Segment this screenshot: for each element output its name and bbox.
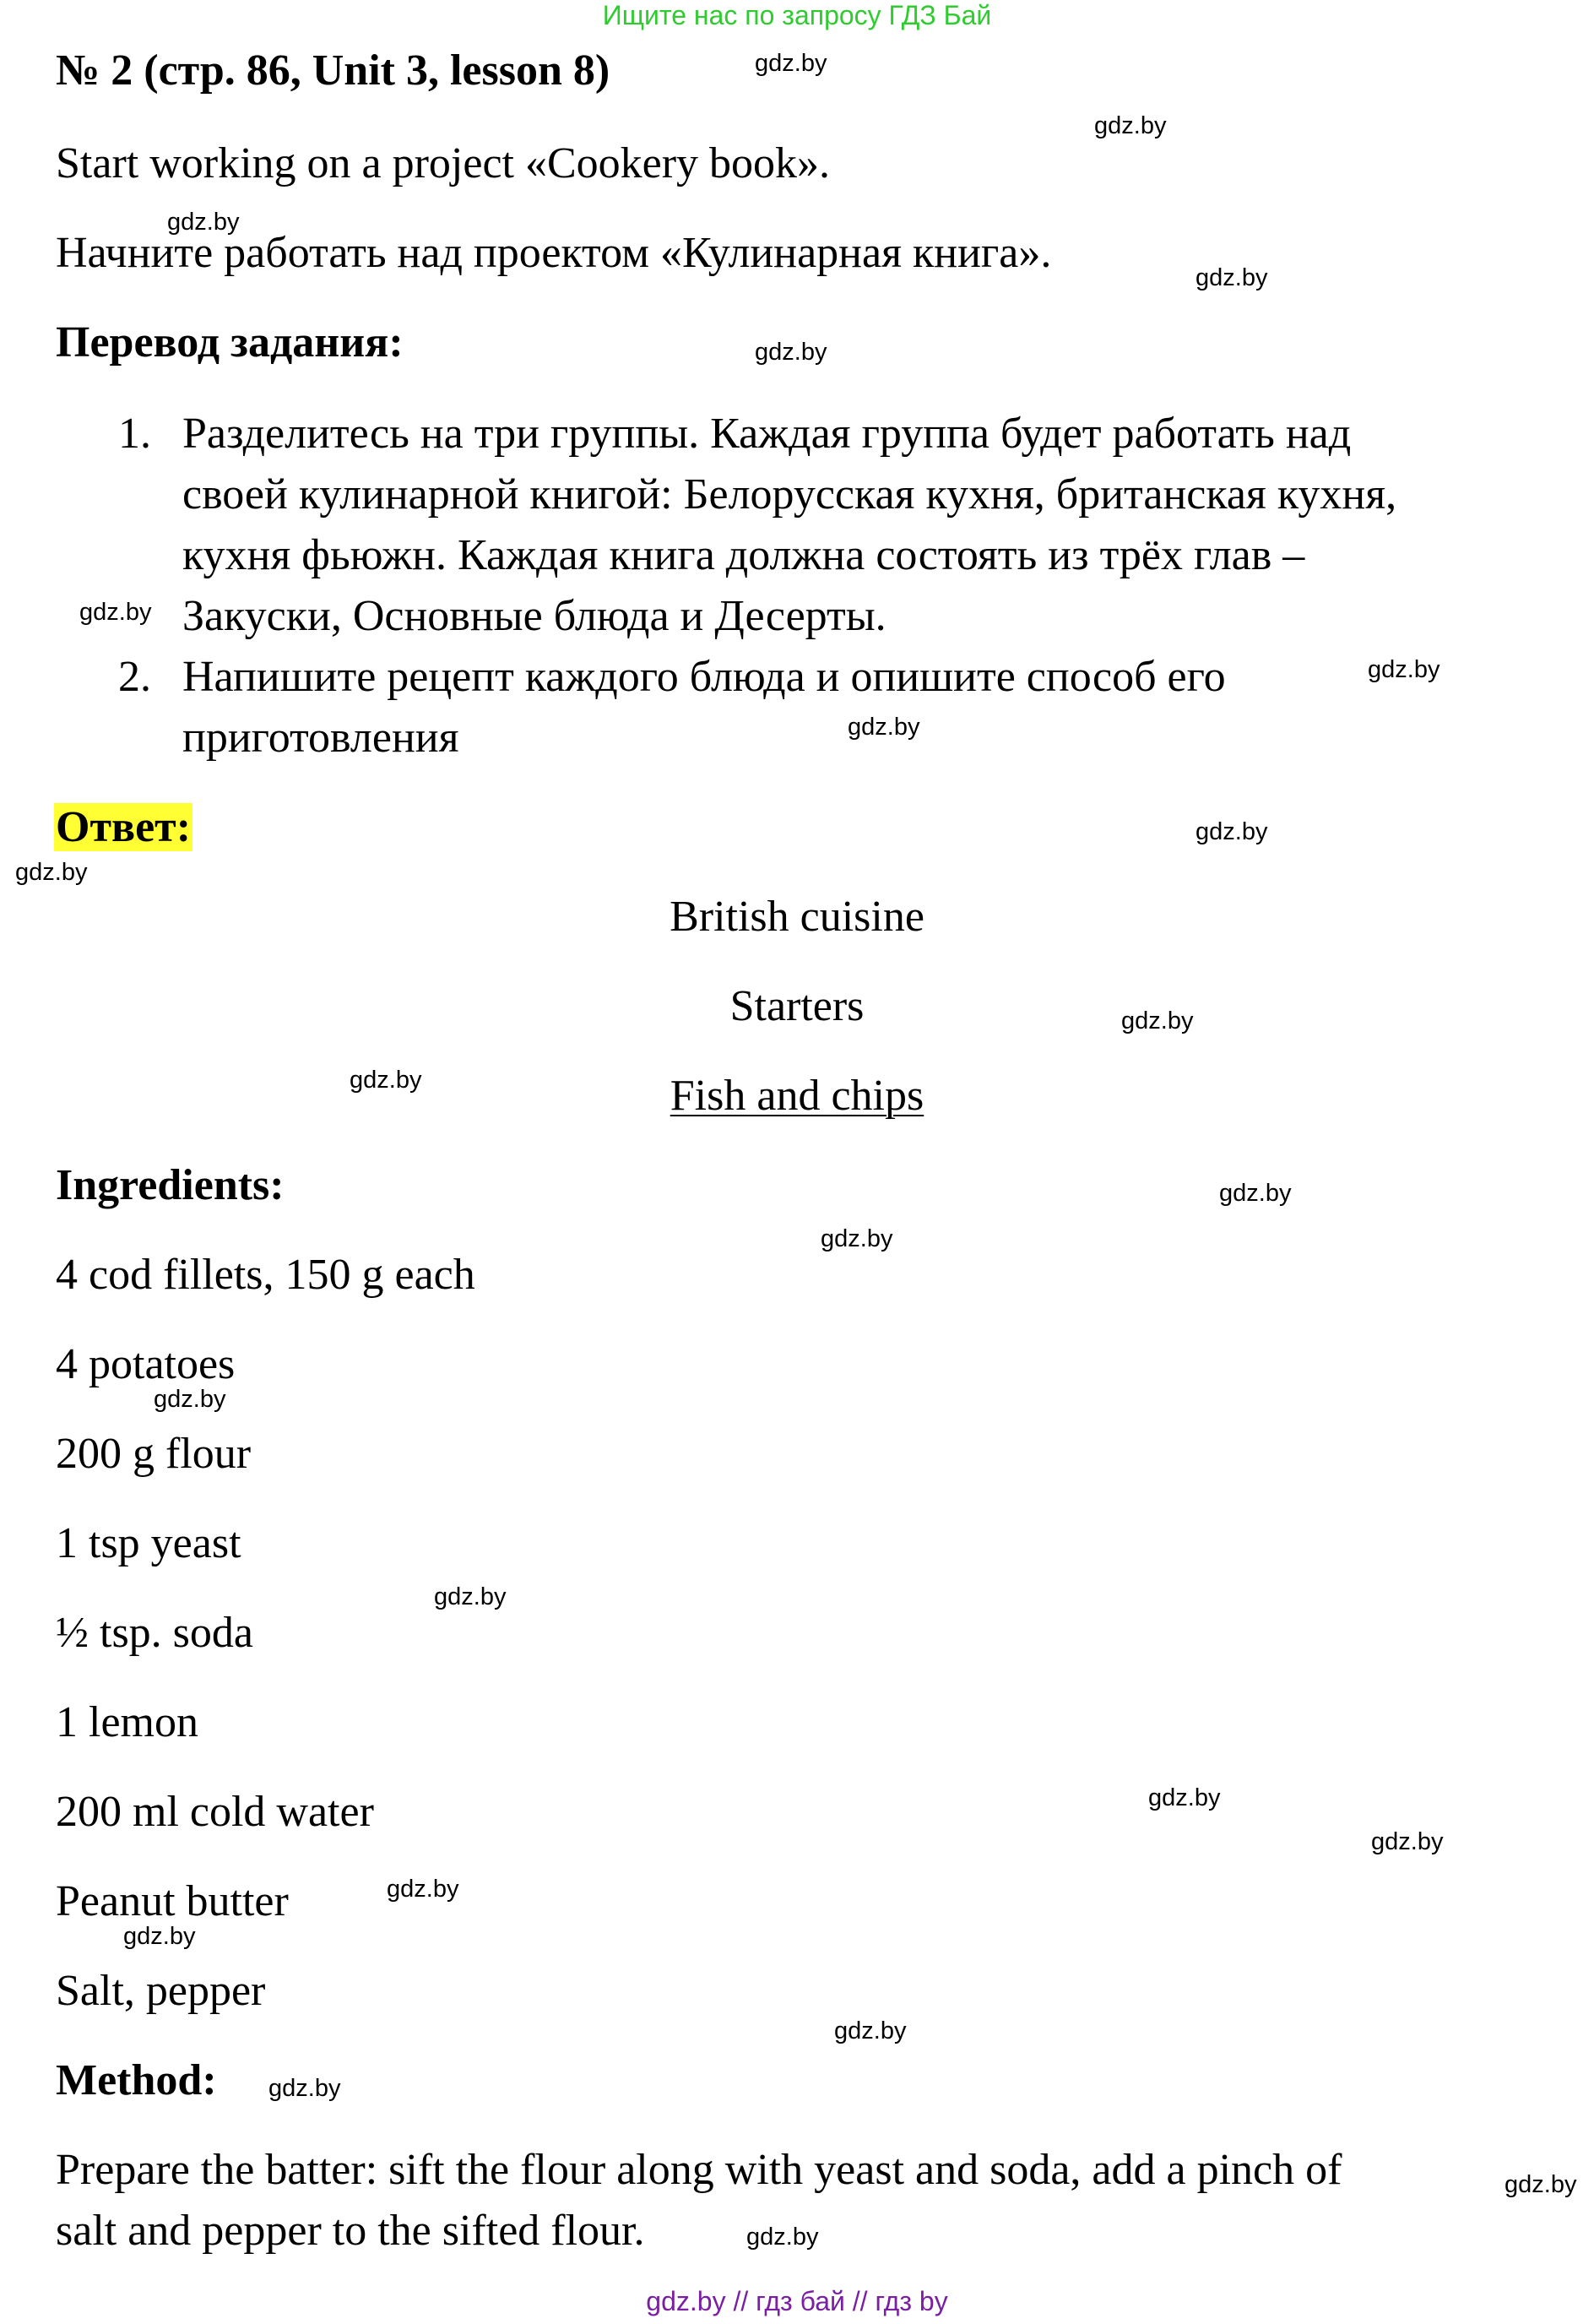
list-item-line: Напишите рецепт каждого блюда и опишите способ его [182,653,1226,701]
answer-highlight: Ответ: [56,803,192,851]
watermark: gdz.by [268,2075,341,2102]
cuisine-title-text: British cuisine [670,893,924,941]
top-banner-link[interactable]: Ищите нас по запросу ГДЗ Бай [602,0,992,30]
watermark: gdz.by [1505,2171,1577,2198]
ingredient-item: 200 ml cold water [56,1788,374,1836]
answer-label [54,802,192,853]
ingredient-item: 1 tsp yeast [56,1519,241,1567]
watermark: gdz.by [167,209,240,236]
ingredient-item: Peanut butter [56,1877,289,1925]
list-item-number: 2. [118,653,151,701]
ingredients-heading: Ingredients: [56,1161,285,1209]
list-item-line: приготовления [182,714,459,762]
watermark: gdz.by [1219,1180,1292,1207]
method-line: Prepare the batter: sift the flour along with yeast and soda, add a pinch of [56,2146,1342,2194]
chapter-title [0,981,1594,1032]
list-item-line: кухня фьюжн. Каждая книга должна состоять из трёх глав – [182,531,1305,579]
watermark: gdz.by [1196,818,1268,845]
watermark: gdz.by [821,1225,893,1252]
watermark: gdz.by [387,1876,459,1903]
watermark: gdz.by [834,2017,907,2044]
ingredient-item: Salt, pepper [56,1967,266,2015]
method-heading: Method: [56,2056,217,2104]
watermark: gdz.by [1094,112,1167,139]
dish-title [0,1071,1594,1121]
watermark: gdz.by [79,599,152,626]
exercise-header: № 2 (стр. 86, Unit 3, lesson 8) [56,46,610,95]
cuisine-title [0,892,1594,942]
watermark: gdz.by [1368,656,1440,683]
list-item-line: Закуски, Основные блюда и Десерты. [182,592,886,640]
watermark: gdz.by [755,339,827,366]
watermark: gdz.by [1121,1007,1194,1034]
watermark: gdz.by [1196,264,1268,291]
list-item-line: своей кулинарной книгой: Белорусская кухня, британская кухня, [182,470,1397,519]
ingredient-item: 4 cod fillets, 150 g each [56,1251,475,1299]
watermark: gdz.by [15,859,88,886]
method-line: salt and pepper to the sifted flour. [56,2207,645,2255]
watermark: gdz.by [1371,1828,1444,1855]
watermark: gdz.by [1148,1784,1221,1811]
ingredient-item: 1 lemon [56,1698,198,1746]
task-english: Start working on a project «Cookery book». [56,139,831,187]
watermark: gdz.by [123,1923,196,1950]
list-item-line: Разделитесь на три группы. Каждая группа будет работать над [182,410,1352,458]
ingredient-item: ½ tsp. soda [56,1609,253,1657]
watermark: gdz.by [434,1583,507,1610]
chapter-title-text: Starters [729,982,865,1030]
watermark: gdz.by [154,1386,226,1413]
bottom-banner-link[interactable]: gdz.by // гдз бай // гдз by [646,2286,948,2316]
ingredient-item: 200 g flour [56,1430,252,1478]
watermark: gdz.by [350,1067,422,1094]
watermark: gdz.by [746,2224,819,2251]
task-russian: Начните работать над проектом «Кулинарная книга». [56,229,1052,277]
watermark: gdz.by [755,50,827,77]
list-item-number: 1. [118,410,151,458]
dish-title-text: Fish and chips [670,1072,924,1120]
watermark: gdz.by [848,714,920,741]
translation-heading: Перевод задания: [56,318,404,367]
ingredient-item: 4 potatoes [56,1340,236,1388]
